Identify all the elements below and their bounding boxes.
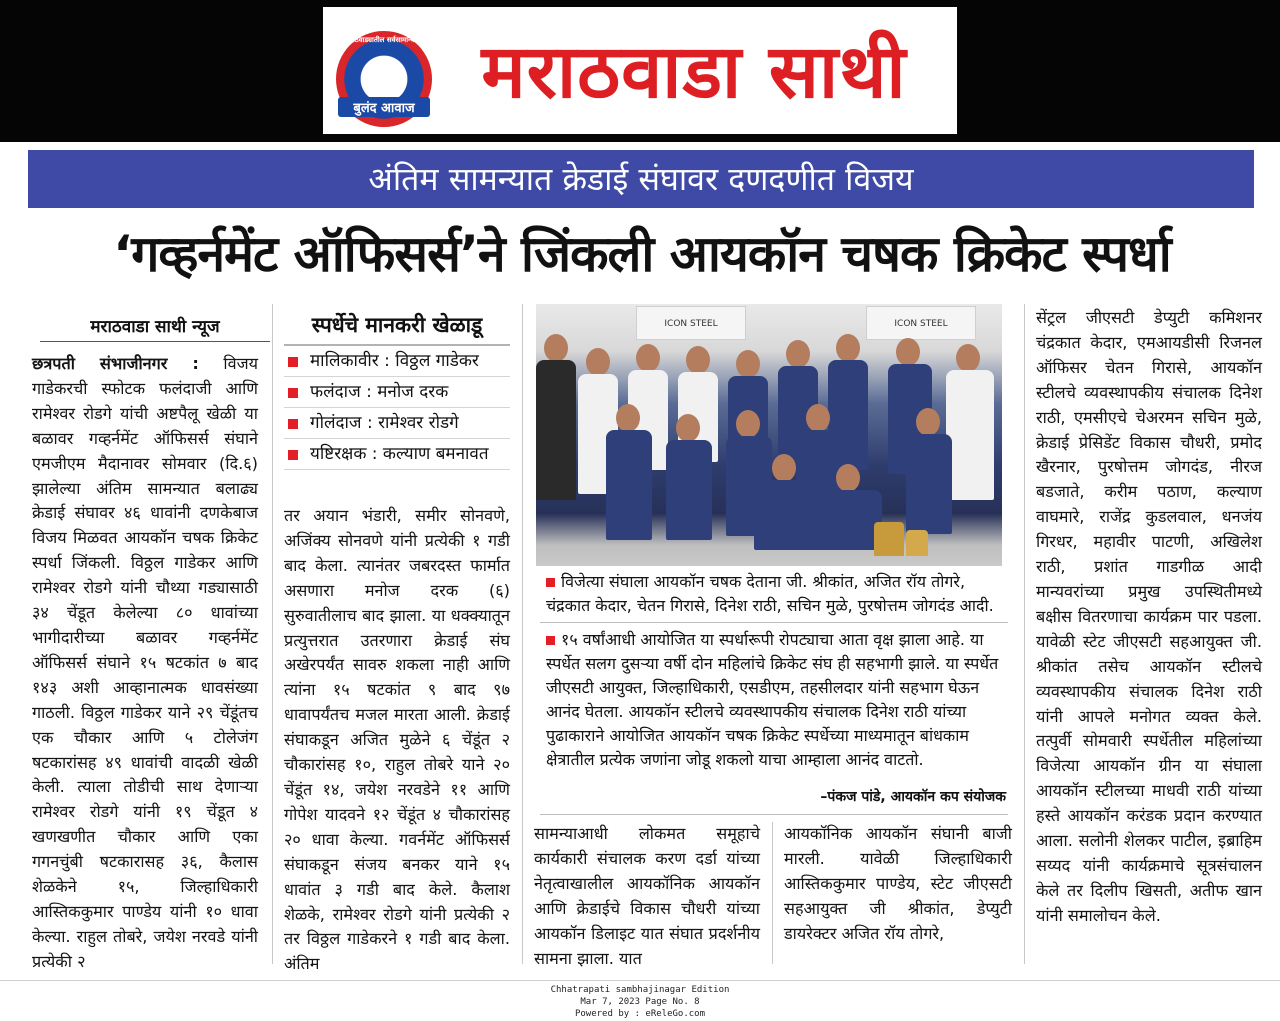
subheadline: अंतिम सामन्यात क्रेडाई संघावर दणदणीत विजय — [368, 160, 914, 198]
red-bullet-icon — [288, 388, 298, 398]
top-player-item — [284, 377, 510, 408]
top-player-text: गोलंदाज : रामेश्वर रोडगे — [310, 413, 459, 433]
person-head — [786, 340, 810, 368]
column-5-text: सेंट्रल जीएसटी डेप्युटी कमिशनर चंद्रकात केदार, एमआयडीसी रिजनल ऑफिसर चेतन गिरासे, आयकॉन स्टीलचे व्यवस्थापकीय संचालक दिनेश राठी, एमसीएचे चेअरमन सचिन मुळे, क्रेडाई प्रेसिडेंट विकास चौधरी, प्रमोद खैरनार, पुरषोत्तम जोगदंड, नीरज बडजाते, करीम पठाण, कल्याण वाघमारे, राजेंद्र कुडलवाल, धनजंय गिरधर, महावीर पाटणी, अखिलेश राठी, प्रशांत गाडगीळ आदी मान्यवरांच्या प्रमुख उपस्थितीमध्ये बक्षीस वितरणाचा कार्यक्रम पार पडला. यावेळी स्टेट जीएसटी सहआयुक्त जी. श्रीकांत तसेच आयकॉन स्टीलचे व्यवस्थापकीय संचालक दिनेश राठी यांनी आपले मनोगत व्यक्त केले. तत्पुर्वी सोमवारी स्पर्धेतील महिलांच्या विजेत्या आयकॉन ग्रीन या संघाला आयकॉन स्टीलच्या माधवी राठी यांच्या हस्ते आयकॉन करंडक प्रदान करण्यात आला. सलोनी शेलकर पाटील, इब्राहिम सय्यद यांनी कार्यक्रमाचे सूत्रसंचालन केले तर दिलीप खिसती, अतीफ खान यांनी समालोचन केले. — [1036, 308, 1262, 925]
organizer-quote — [546, 628, 1006, 772]
photo-caption — [546, 570, 1006, 618]
article-column-1 — [32, 352, 258, 975]
person-head — [686, 346, 710, 374]
person-body — [666, 440, 712, 540]
column-divider — [272, 304, 273, 964]
top-players-title: स्पर्धेचे मानकरी खेळाडू — [284, 304, 510, 346]
person-head — [772, 454, 796, 482]
column-1-text: विजय गाडेकरची स्फोटक फलंदाजी आणि रामेश्वर रोडगे यांची अष्टपैलू खेळी या बळावर गव्हर्नमेंट ऑफिसर्स संघाने एमजीएम मैदानावर सोमवार (दि.६) झालेल्या अंतिम सामन्यात बलाढ्य क्रेडाई संघावर ४६ धावांनी दणकेबाज विजय मिळवत आयकॉन चषक क्रिकेट स्पर्धा जिंकली. विठ्ठल गाडेकर आणि रामेश्वर रोडगे यांनी चौथ्या गड्यासाठी ३४ चेंडूत केलेल्या ८० धावांच्या भागीदारीच्या बळावर गव्हर्नमेंट ऑफिसर्स संघाने १५ षटकांत ७ बाद १४३ अशी आव्हानात्मक धावसंख्या गाठली. विठ्ठल गाडेकर याने २९ चेंडूंतच एक चौकार आणि ५ टोलेजंग षटकारांसह ४९ धावांची वादळी खेळी केली. त्याला तोडीची साथ देणाऱ्या रामेश्वर रोडगे यांनी १९ चेंडूत ४ खणखणीत चौकार आणि एका गगनचुंबी षटकारासह ३६, कैलास शेळकेने १५, जिल्हाधिकारी आस्तिककुमार पाण्डेय यांनी १० धावा केल्या. राहुल तोबरे, जयेश नरवडे यांनी प्रत्येकी २ — [32, 354, 258, 971]
person-head — [806, 404, 830, 432]
photo-caption-text: विजेत्या संघाला आयकॉन चषक देताना जी. श्रीकांत, अजित रॉय तोगरे, चंद्रकात केदार, चेतन गिरासे, दिनेश राठी, सचिन मुळे, पुरषोत्तम जोगदंड आदी. — [546, 572, 994, 615]
person-head — [736, 350, 760, 378]
red-bullet-icon — [546, 636, 555, 645]
column-divider — [772, 822, 773, 964]
column-divider — [522, 304, 523, 964]
top-player-text: मालिकावीर : विठ्ठल गाडेकर — [310, 351, 479, 371]
footer-edition: Chhatrapati sambhajinagar Edition — [550, 985, 730, 995]
footer-date-page: Mar 7, 2023 Page No. 8 — [580, 997, 700, 1007]
person-head — [916, 408, 940, 436]
person-head — [586, 348, 610, 376]
caption-divider — [540, 622, 1008, 623]
column-4-text: आयकॉनिक आयकॉन संघानी बाजी मारली. यावेळी जिल्हाधिकारी आस्तिककुमार पाण्डेय, स्टेट जीएसटी सहआयुक्त जी श्रीकांत, डेप्युटी डायरेक्टर अजित रॉय तोगरे, — [784, 824, 1012, 943]
article-column-4 — [784, 822, 1012, 947]
trophy-icon — [906, 530, 928, 556]
person-body — [754, 480, 824, 550]
person-head — [736, 410, 760, 438]
person-head — [836, 334, 860, 362]
quote-divider — [540, 814, 1008, 815]
newspaper-title: मराठवाडा साथी — [481, 29, 907, 115]
sponsor-banner: ICON STEEL — [636, 306, 746, 340]
quote-author: –पंकज पांडे, आयकॉन कप संयोजक — [820, 789, 1006, 805]
column-2-text: तर अयान भंडारी, समीर सोनवणे, अजिंक्य सोनवणे यांनी प्रत्येकी १ गडी बाद केला. त्यानंतर जबरदस्त फार्मात असणारा मनोज दरक (६) सुरुवातीलाच बाद झाला. या धक्क्यातून प्रत्युत्तरात उतरणारा क्रेडाई संघ अखेरपर्यंत सावरु शकला नाही आणि त्यांना १५ षटकांत ९ बाद ९७ धावापर्यंतच मजल मारता आली. क्रेडाई संघाकडून अजित मुळेने ६ चेंडूंत २ चौकारांसह १०, राहुल तोबरे याने २० चेंडूंत १४, जयेश नरवडेने ११ आणि गोपेश यादवने १२ चेंडूंत ४ चौकारांसह २० धावा केल्या. गवर्नमेंट ऑफिसर्स संघाकडून संजय बनकर याने १५ धावांत ३ गडी बाद केले. कैलाश शेळके, रामेश्वर रोडगे यांनी प्रत्येकी २ तर विठ्ठल गाडेकरने १ गडी बाद केला. अंतिम — [284, 506, 510, 974]
trophy-icon — [874, 522, 904, 556]
organizer-quote-text: १५ वर्षांआधी आयोजित या स्पर्धारूपी रोपट्याचा आता वृक्ष झाला आहे. या स्पर्धेत सलग दुसऱ्या वर्षी दोन महिलांचे क्रिकेट संघ ही सहभागी झाले. या स्पर्धेत जीएसटी आयुक्त, जिल्हाधिकारी, एसडीएम, तहसीलदार यांनी सहभाग घेऊन आनंद घेतला. आयकॉन स्टीलचे व्यवस्थापकीय संचालक दिनेश राठी यांच्या पुढाकाराने आयोजित आयकॉन चषक क्रिकेट स्पर्धेच्या माध्यमातून बांधकाम क्षेत्रातील प्रत्येक जणांना जोडू शकलो याचा आम्हाला आनंद वाटतो. — [546, 630, 999, 769]
byline: मराठवाडा साथी न्यूज — [40, 312, 270, 342]
article-column-5 — [1036, 306, 1262, 929]
article-column-3 — [534, 822, 760, 971]
red-bullet-icon — [288, 357, 298, 367]
team-photo — [536, 304, 1002, 566]
top-players-box — [284, 304, 510, 478]
person-head — [616, 404, 640, 432]
column-3-text: सामन्याआधी लोकमत समूहाचे कार्यकारी संचालक करण दर्डा यांच्या नेतृत्वाखालील आयकॉनिक आयकॉन आणि क्रेडाईचे विकास चौधरी यांच्या आयकॉन डिलाइट यात संघात प्रदर्शनीय सामना झाला. यात — [534, 824, 760, 968]
newspaper-logo-seal — [336, 31, 432, 127]
top-player-text: फलंदाज : मनोज दरक — [310, 382, 449, 402]
red-bullet-icon — [288, 419, 298, 429]
page-footer — [440, 984, 840, 1020]
person-body — [906, 434, 952, 534]
column-divider — [1024, 304, 1025, 964]
logo-seal-top-text: मराठवाड्यातील सर्वसामान्यांचा — [345, 36, 423, 44]
footer-rule — [0, 980, 1280, 981]
top-player-item — [284, 346, 510, 377]
column-1-paragraph — [32, 352, 258, 975]
person-head — [956, 344, 980, 372]
red-bullet-icon — [546, 578, 555, 587]
person-head — [544, 334, 568, 362]
subheadline-band — [28, 150, 1254, 208]
person-body — [822, 490, 882, 550]
person-head — [676, 414, 700, 442]
dateline: छत्रपती संभाजीनगर : — [32, 354, 199, 373]
logo-seal-bottom-text: बुलंद आवाज — [338, 97, 430, 117]
person-body — [946, 370, 994, 500]
person-head — [836, 464, 860, 492]
red-bullet-icon — [288, 450, 298, 460]
masthead — [323, 7, 957, 134]
person-head — [896, 338, 920, 366]
person-body — [536, 360, 576, 500]
top-player-item — [284, 408, 510, 439]
top-player-item — [284, 439, 510, 470]
person-head — [636, 344, 660, 372]
footer-powered-by[interactable]: Powered by : eReleGo.com — [574, 1009, 706, 1019]
person-body — [606, 430, 652, 540]
article-column-2 — [284, 504, 510, 977]
top-player-text: यष्टिरक्षक : कल्याण बमनावत — [310, 444, 489, 464]
sponsor-banner: ICON STEEL — [866, 306, 976, 340]
main-headline: ‘गव्हर्नमेंट ऑफिसर्स’ने जिंकली आयकॉन चषक क्रिकेट स्पर्धा — [113, 225, 1171, 283]
